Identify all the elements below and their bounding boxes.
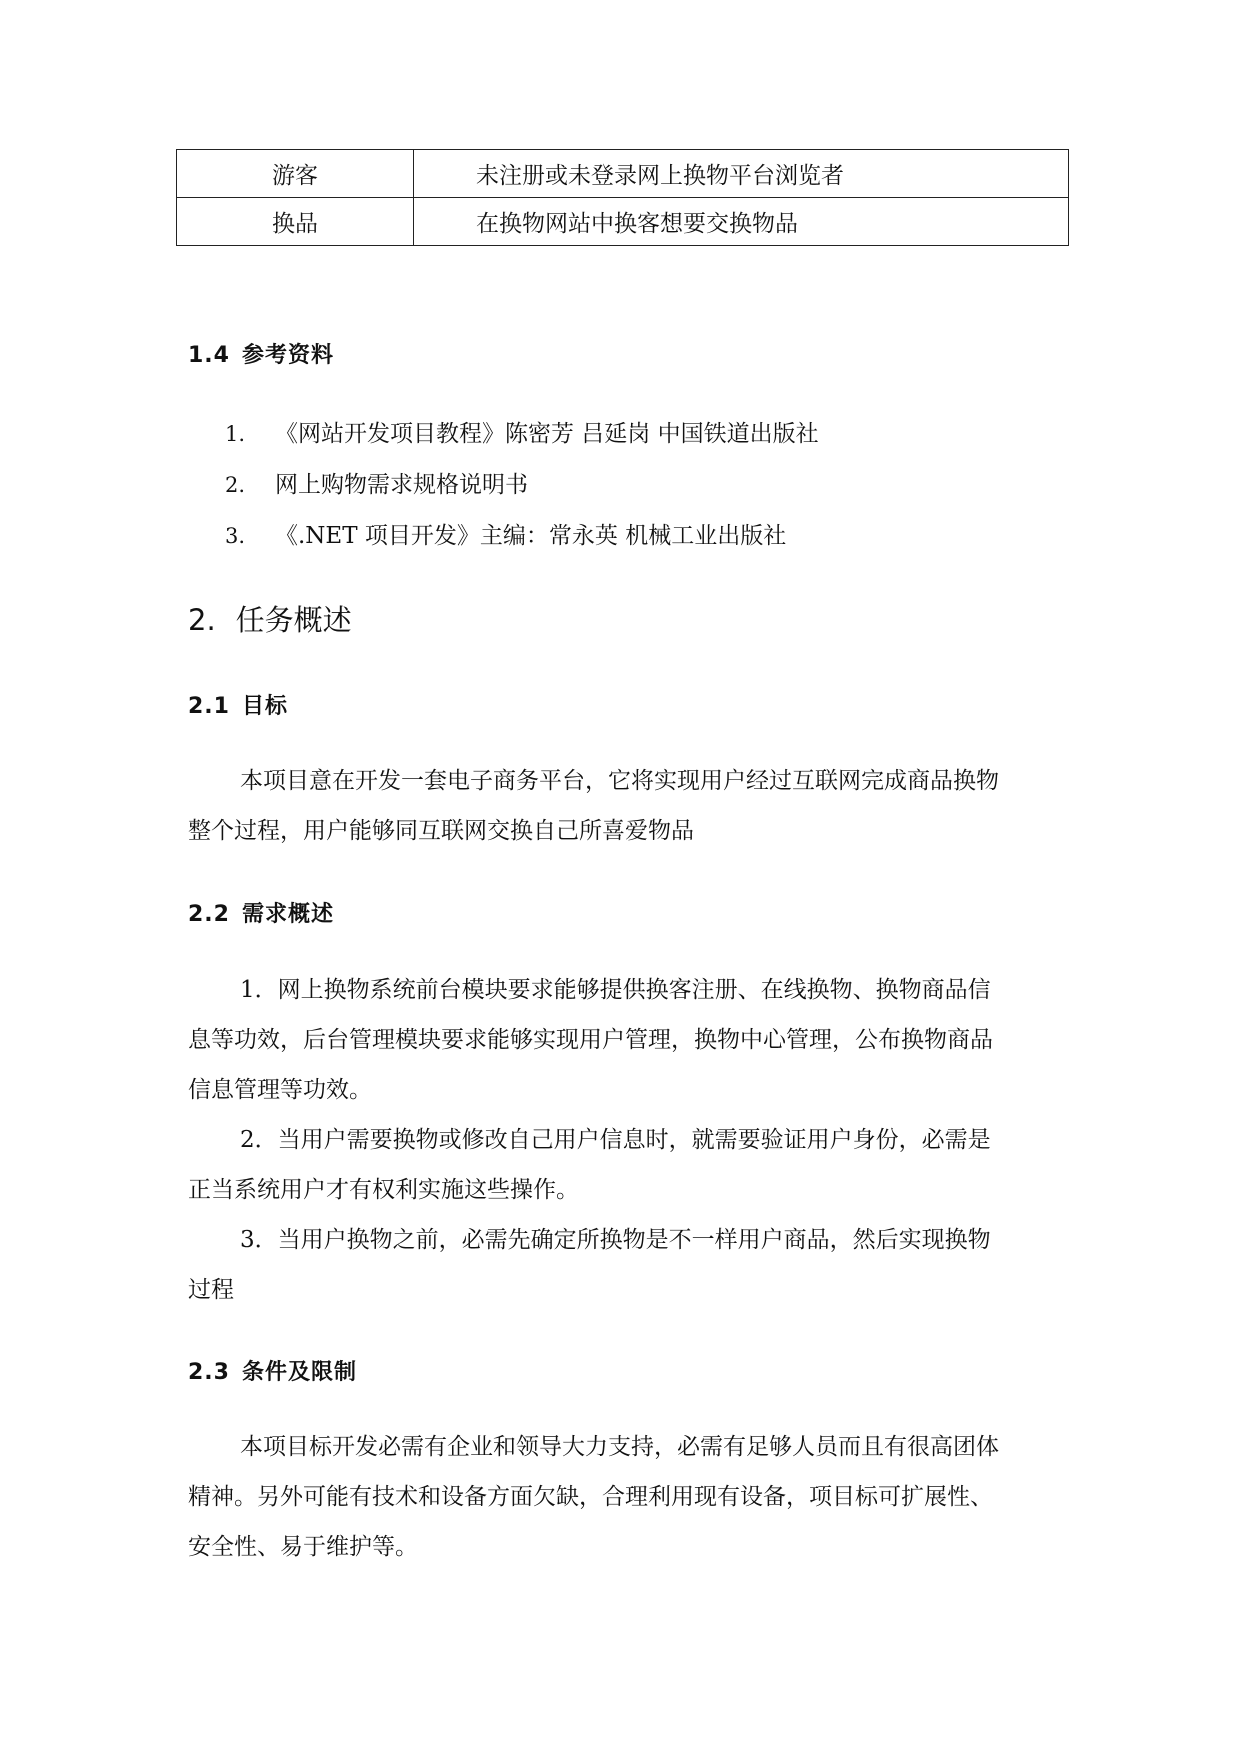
section-heading-1-4 [188,338,334,369]
paragraph-line: 精神。另外可能有技术和设备方面欠缺，合理利用现有设备，项目标可扩展性、 [188,1484,993,1510]
paragraph-line: 安全性、易于维护等。 [188,1534,418,1560]
section-heading-2-2 [188,897,334,928]
section-number: 2. [188,603,216,637]
section-number: 2.1 [188,694,230,719]
conditions-paragraph [188,1422,1050,1572]
reference-number: 1. [225,422,246,446]
reference-text: 《网站开发项目教程》陈密芳 吕延岗 中国铁道出版社 [275,421,819,447]
paragraph-line: 2．当用户需要换物或修改自己用户信息时，就需要验证用户身份，必需是 [240,1127,991,1153]
section-heading-2-3 [188,1355,357,1386]
section-heading-2 [188,598,352,639]
section-number: 2.3 [188,1360,230,1385]
glossary-definition: 在换物网站中换客想要交换物品 [414,198,1069,246]
section-heading-2-1 [188,689,288,720]
requirement-item-2 [188,1115,1050,1215]
paragraph-line: 3．当用户换物之前，必需先确定所换物是不一样用户商品，然后实现换物 [240,1227,991,1253]
requirement-item-3 [188,1215,1050,1315]
reference-number: 3. [225,524,246,548]
glossary-definition: 未注册或未登录网上换物平台浏览者 [414,150,1069,198]
requirement-item-1 [188,965,1050,1115]
paragraph-line: 信息管理等功效。 [188,1077,372,1103]
reference-item [225,466,528,499]
paragraph-line: 过程 [188,1277,234,1303]
section-title: 目标 [241,694,288,719]
reference-text: 《.NET 项目开发》主编：常永英 机械工业出版社 [275,523,787,549]
reference-text: 网上购物需求规格说明书 [275,472,528,498]
paragraph-line: 本项目标开发必需有企业和领导大力支持，必需有足够人员而且有很高团体 [240,1434,999,1460]
reference-number: 2. [225,473,246,497]
reference-item [225,415,819,448]
paragraph-line: 1．网上换物系统前台模块要求能够提供换客注册、在线换物、换物商品信 [240,977,991,1003]
table-row [177,198,1069,246]
section-number: 2.2 [188,902,230,927]
paragraph-line: 息等功效，后台管理模块要求能够实现用户管理，换物中心管理，公布换物商品 [188,1027,993,1053]
reference-item [225,517,786,550]
section-title: 需求概述 [241,902,334,927]
paragraph-line: 整个过程，用户能够同互联网交换自己所喜爱物品 [188,818,694,844]
section-title: 任务概述 [235,603,352,637]
section-title: 条件及限制 [241,1360,357,1385]
glossary-table [176,149,1069,246]
paragraph-line: 正当系统用户才有权利实施这些操作。 [188,1177,579,1203]
paragraph-line: 本项目意在开发一套电子商务平台，它将实现用户经过互联网完成商品换物 [240,768,999,794]
glossary-term: 游客 [177,150,414,198]
goal-paragraph [188,756,1050,856]
section-number: 1.4 [188,343,230,368]
glossary-term: 换品 [177,198,414,246]
table-row [177,150,1069,198]
section-title: 参考资料 [241,343,334,368]
